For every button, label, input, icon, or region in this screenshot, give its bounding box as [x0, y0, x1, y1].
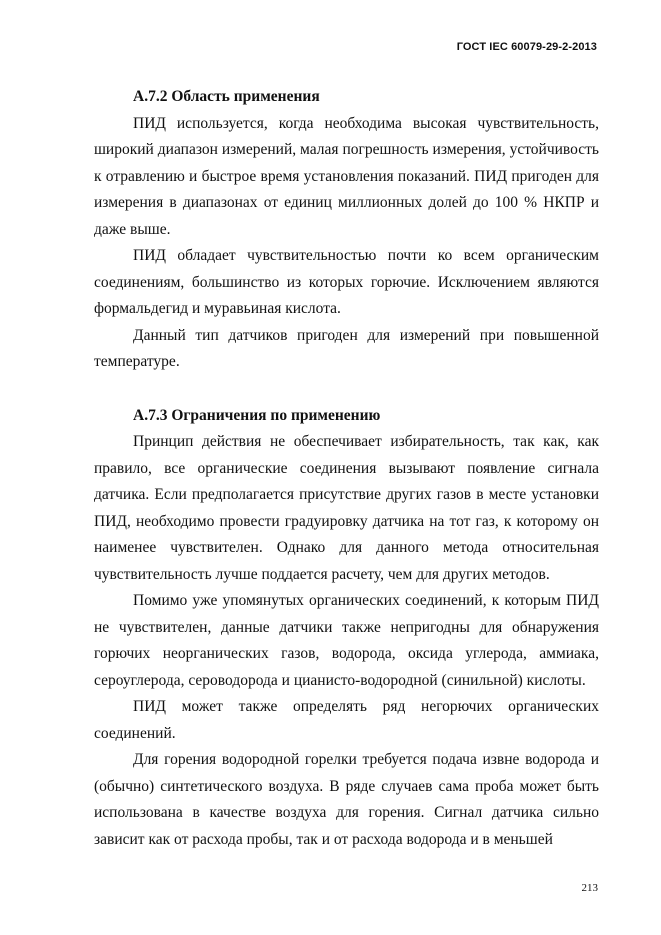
paragraph: Принцип действия не обеспечивает избирательность, так как, как правило, все органические соединения вызывают появление сигнала датчика. Если предполагается присутствие других газов в месте установки ПИД, необходимо провести градуировку датчика на тот газ, к которому он наименее чувствителен. Однако для данного метода относительная чувствительность лучше поддается расчету, чем для других методов. [94, 433, 599, 583]
paragraph: Данный тип датчиков пригоден для измерений при повышенной температуре. [94, 326, 599, 370]
paragraph: Помимо уже упомянутых органических соединений, к которым ПИД не чувствителен, данные датчики также непригодны для обнаружения горючих неорганических газов, водорода, оксида углерода, аммиака, сероуглерода, сероводорода и цианисто-водородной (синильной) кислоты. [94, 592, 599, 689]
section-heading-a73: А.7.3 Ограничения по применению [133, 406, 381, 424]
document-body [94, 84, 599, 853]
page-number: 213 [581, 882, 598, 894]
section-heading-a72: А.7.2 Область применения [133, 88, 320, 105]
paragraph: Для горения водородной горелки требуется подача извне водорода и (обычно) синтетического воздуха. В ряде случаев сама проба может быть использована в качестве воздуха для горения. Сигнал датчика сильно зависит как от расхода пробы, так и от расхода водорода и в меньшей [94, 751, 599, 848]
section-spacer [94, 376, 599, 403]
paragraph: ПИД обладает чувствительностью почти ко всем органическим соединениям, большинство из которых горючие. Исключением являются формальдегид и муравьиная кислота. [94, 247, 599, 317]
paragraph: ПИД используется, когда необходима высокая чувствительность, широкий диапазон измерений, малая погрешность измерения, устойчивость к отравлению и быстрое время установления показаний. ПИД пригоден для измерения в диапазонах от единиц миллионных долей до 100 % НКПР и даже выше. [94, 114, 599, 238]
page-header: ГОСТ IEC 60079-29-2-2013 [456, 41, 597, 53]
paragraph: ПИД может также определять ряд негорючих органических соединений. [94, 698, 599, 742]
